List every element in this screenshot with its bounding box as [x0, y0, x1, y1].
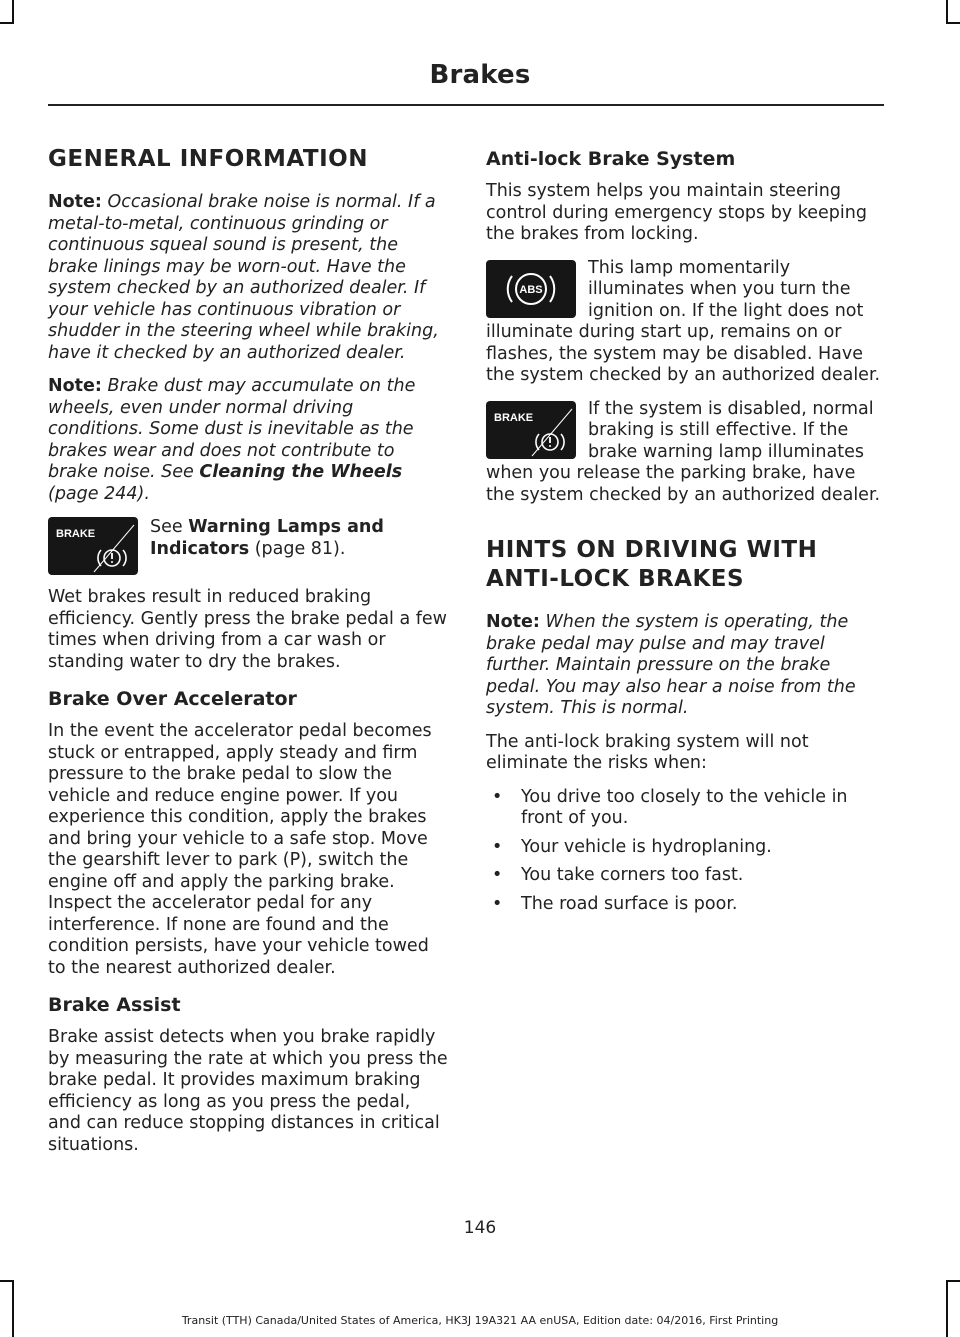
subsection-title-abs: Anti-lock Brake System: [486, 148, 736, 170]
page-reference: (page 81).: [249, 538, 346, 559]
lamp-label: BRAKE: [494, 411, 534, 424]
cross-reference-link[interactable]: Cleaning the Wheels: [199, 462, 403, 482]
note-brake-dust: [48, 376, 448, 505]
right-column: [486, 145, 886, 922]
crop-mark: [12, 1280, 14, 1337]
brake-lamp-block: [486, 399, 886, 507]
list-item: • You take corners too fast.: [486, 865, 886, 887]
subsection-title-brake-over-accelerator: Brake Over Accelerator: [48, 688, 297, 710]
crop-mark: [12, 0, 14, 22]
list-item: • The road surface is poor.: [486, 894, 886, 916]
crop-mark: [0, 1280, 14, 1282]
abs-warning-lamp-icon: [486, 260, 576, 318]
abs-intro-paragraph: This system helps you maintain steering control during emergency stops by keeping the brakes from locking.: [486, 181, 867, 244]
abs-lamp-paragraph: This lamp momentarily illuminates when you turn the ignition on. If the light does not illuminate during start up, remains on or flashes, the system may be disabled. Have the system checked by an authorized dealer.: [486, 257, 881, 385]
brake-warning-lamp-icon: [486, 401, 576, 459]
risks-intro-paragraph: The anti-lock braking system will not eliminate the risks when:: [486, 731, 809, 773]
section-title-hints-on-driving: HINTS ON DRIVING WITH ANTI-LOCK BRAKES: [486, 537, 818, 592]
note-label: Note:: [48, 192, 102, 212]
risks-list: [486, 787, 886, 916]
abs-lamp-block: [486, 258, 886, 387]
see-text: See: [150, 517, 189, 537]
cross-reference-link[interactable]: Warning Lamps and Indicators: [150, 517, 384, 559]
note-brake-noise: [48, 192, 448, 364]
abs-lamp-label: ABS: [519, 283, 543, 296]
note-text: When the system is operating, the brake pedal may pulse and may travel further. Maintain pressure on the brake pedal. You may also hear a noise from the system. This is normal.: [486, 612, 856, 718]
brake-exclamation-icon: [486, 401, 576, 459]
section-title-general-information: GENERAL INFORMATION: [48, 146, 368, 172]
footer-edition-info: Transit (TTH) Canada/United States of America, HK3J 19A321 AA enUSA, Edition date: 04/2016, First Printing: [181, 1314, 779, 1327]
note-abs-operating: [486, 612, 886, 720]
note-text: Occasional brake noise is normal. If a metal-to-metal, continuous grinding or continuous squeal sound is present, the brake linings may be worn-out. Have the system checked by an authorized dealer. If your vehicle has continuous vibration or shudder in the steering wheel while braking, have it checked by an authorized dealer.: [48, 192, 439, 363]
brake-lamp-reference: [48, 517, 448, 575]
subsection-title-brake-assist: Brake Assist: [48, 994, 181, 1016]
crop-mark: [946, 0, 948, 22]
note-text: Brake dust may accumulate on the wheels, even under normal driving conditions. Some dust is inevitable as the brakes wear and does not contribute to brake noise. See: [48, 376, 416, 482]
left-column: [48, 145, 448, 1168]
page-title: Brakes: [429, 60, 531, 90]
abs-icon: [486, 260, 576, 318]
brake-lamp-paragraph: If the system is disabled, normal braking is still effective. If the brake warning lamp illuminates when you release the parking brake, have the system checked by an authorized dealer.: [486, 398, 881, 505]
brake-assist-paragraph: Brake assist detects when you brake rapidly by measuring the rate at which you press the brake pedal. It provides maximum braking efficiency as long as you press the pedal, and can reduce stopping distances in critical situations.: [48, 1027, 448, 1155]
note-label: Note:: [48, 376, 102, 396]
header-divider: [48, 104, 884, 106]
crop-mark: [946, 1280, 960, 1282]
list-item: • You drive too closely to the vehicle in front of you.: [486, 787, 886, 830]
page-reference: (page 244).: [48, 483, 150, 504]
list-item: • Your vehicle is hydroplaning.: [486, 837, 886, 859]
brake-over-accelerator-paragraph: In the event the accelerator pedal becomes stuck or entrapped, apply steady and firm pressure to the brake pedal to slow the vehicle and reduce engine power. If you experience this condition, apply the brakes and bring your vehicle to a safe stop. Move the gearshift lever to park (P), switch the engine off and apply the parking brake. Inspect the accelerator pedal for any interference. If none are found and the condition persists, have your vehicle towed to the nearest authorized dealer.: [48, 721, 432, 978]
see-warning-lamps: [150, 517, 448, 575]
lamp-label: BRAKE: [56, 528, 96, 540]
crop-mark: [946, 1280, 948, 1337]
crop-mark: [946, 22, 960, 24]
wet-brakes-paragraph: Wet brakes result in reduced braking efficiency. Gently press the brake pedal a few times when driving from a car wash or standing water to dry the brakes.: [48, 587, 447, 672]
note-label: Note:: [486, 612, 540, 632]
crop-mark: [0, 22, 14, 24]
brake-warning-lamp-icon: [48, 517, 138, 575]
brake-exclamation-icon: [48, 517, 138, 575]
page-number: 146: [463, 1218, 497, 1238]
